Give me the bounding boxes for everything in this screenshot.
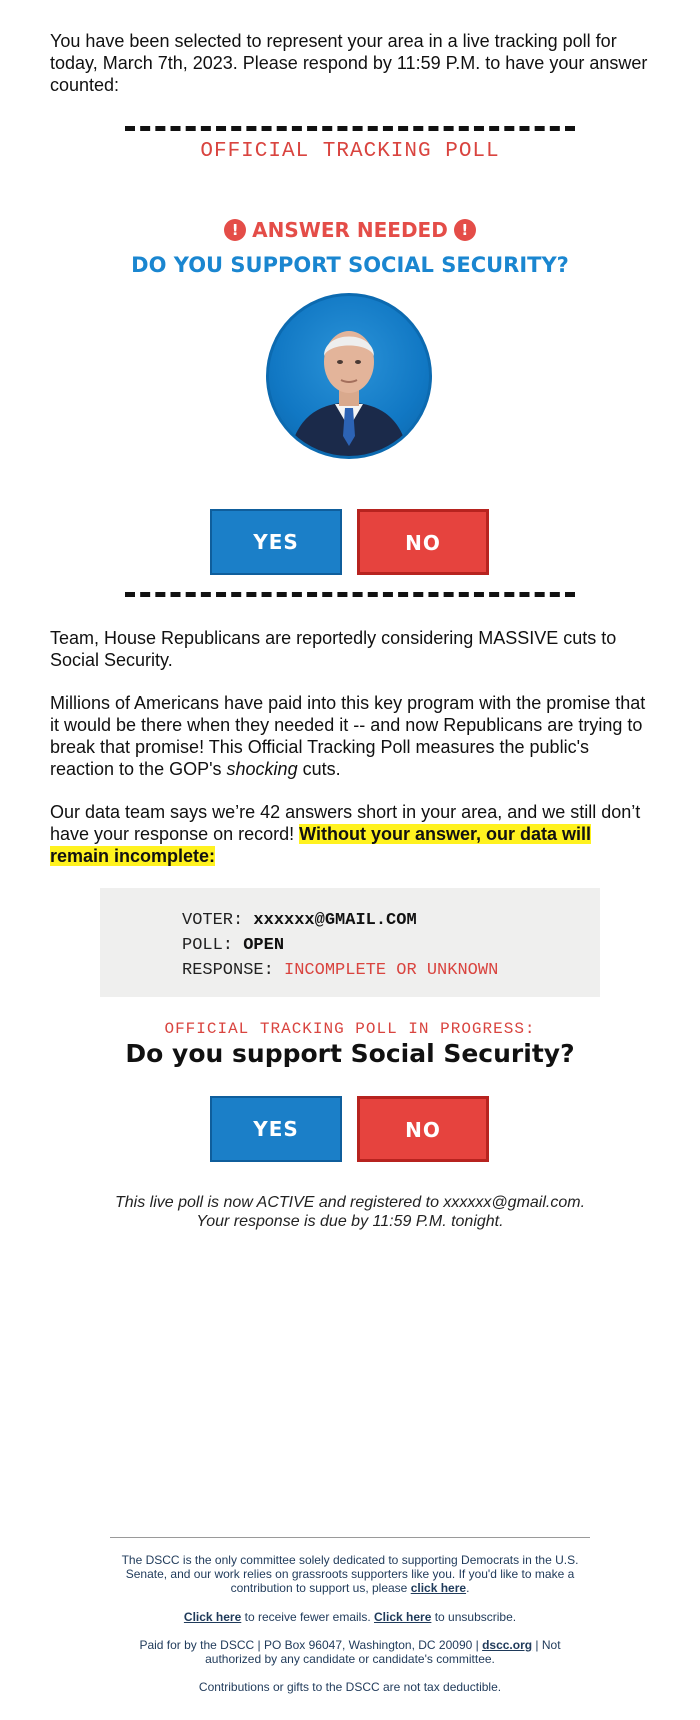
fewer-emails-link[interactable]: Click here	[183, 1610, 242, 1624]
unsubscribe-link[interactable]: Click here	[374, 1610, 432, 1624]
alert-icon: !	[454, 219, 476, 241]
live-note-line-2: Your response is due by 11:59 P.M. tonight.	[196, 1213, 504, 1230]
body-paragraph-2-text: Millions of Americans have paid into this key program with the promise that it would be there when they needed it -- and now Republicans are trying to break that promise! This Official Tracking Poll measures the public's reaction to the GOP's	[50, 693, 646, 779]
voter-status-box	[100, 888, 600, 997]
poll-question-2: Do you support Social Security?	[125, 1039, 575, 1068]
answer-needed-label: ANSWER NEEDED	[252, 218, 448, 242]
footer-about-end: .	[466, 1581, 470, 1595]
no-button[interactable]: NO	[357, 1096, 489, 1162]
voter-row	[182, 908, 600, 933]
contribute-link[interactable]: click here	[410, 1581, 467, 1595]
footer-about-text: The DSCC is the only committee solely dedicated to supporting Democrats in the U.S. Senate, and our work relies on grassroots supporters like you. If you'd like to make a contribution to support us, please	[121, 1553, 579, 1595]
response-row	[182, 958, 600, 983]
response-value: INCOMPLETE OR UNKNOWN	[284, 961, 499, 980]
alert-icon: !	[224, 219, 246, 241]
poll-title: OFFICIAL TRACKING POLL	[200, 140, 500, 163]
body-paragraph-3-text: Our data team says we’re 42 answers short in your area, and we still don’t have your response on record!	[50, 802, 641, 844]
response-label: RESPONSE:	[182, 961, 274, 980]
dashed-divider-top	[125, 126, 575, 131]
emphasis-shocking: shocking	[226, 759, 298, 779]
body-paragraph-1: Team, House Republicans are reportedly considering MASSIVE cuts to Social Security.	[50, 628, 617, 670]
poll-progress-label: OFFICIAL TRACKING POLL IN PROGRESS:	[164, 1020, 536, 1038]
footer-divider	[110, 1537, 590, 1538]
intro-text: You have been selected to represent your area in a live tracking poll for today, March 7th, 2023. Please respond by 11:59 P.M. to have your answer counted:	[50, 31, 648, 95]
highlighted-warning: Without your answer, our data will remain incomplete:	[50, 824, 592, 866]
poll-question: DO YOU SUPPORT SOCIAL SECURITY?	[131, 253, 569, 277]
yes-button[interactable]: YES	[210, 509, 342, 575]
yes-button[interactable]: YES	[210, 1096, 342, 1162]
footer-tax-note: Contributions or gifts to the DSCC are not tax deductible.	[198, 1680, 502, 1694]
voter-label: VOTER:	[182, 911, 244, 930]
poll-label: POLL:	[182, 936, 234, 955]
fewer-emails-text: to receive fewer emails.	[241, 1610, 374, 1624]
person-portrait-icon	[269, 296, 429, 456]
footer-paid-for	[110, 1638, 590, 1666]
body-paragraph-3	[50, 801, 655, 867]
voter-value: xxxxxx@GMAIL.COM	[253, 911, 417, 930]
poll-row	[182, 933, 600, 958]
candidate-photo	[266, 293, 432, 459]
poll-value: OPEN	[243, 936, 285, 955]
no-button[interactable]: NO	[357, 509, 489, 575]
unsubscribe-text: to unsubscribe.	[431, 1610, 517, 1624]
footer-email-prefs	[110, 1610, 590, 1624]
footer-about	[110, 1553, 590, 1595]
paid-for-text: Paid for by the DSCC | PO Box 96047, Washington, DC 20090 |	[139, 1638, 483, 1652]
live-note-line-1: This live poll is now ACTIVE and registered to xxxxxx@gmail.com.	[114, 1194, 586, 1211]
answer-needed-banner	[0, 218, 700, 242]
dscc-site-link[interactable]: dscc.org	[482, 1638, 533, 1652]
body-paragraph-2-end: cuts.	[297, 759, 341, 779]
paid-for-disclaimer: | Not authorized by any candidate or candidate's committee.	[205, 1638, 561, 1666]
live-poll-note	[0, 1193, 700, 1231]
dashed-divider-bottom	[125, 592, 575, 597]
body-paragraph-2	[50, 692, 655, 780]
